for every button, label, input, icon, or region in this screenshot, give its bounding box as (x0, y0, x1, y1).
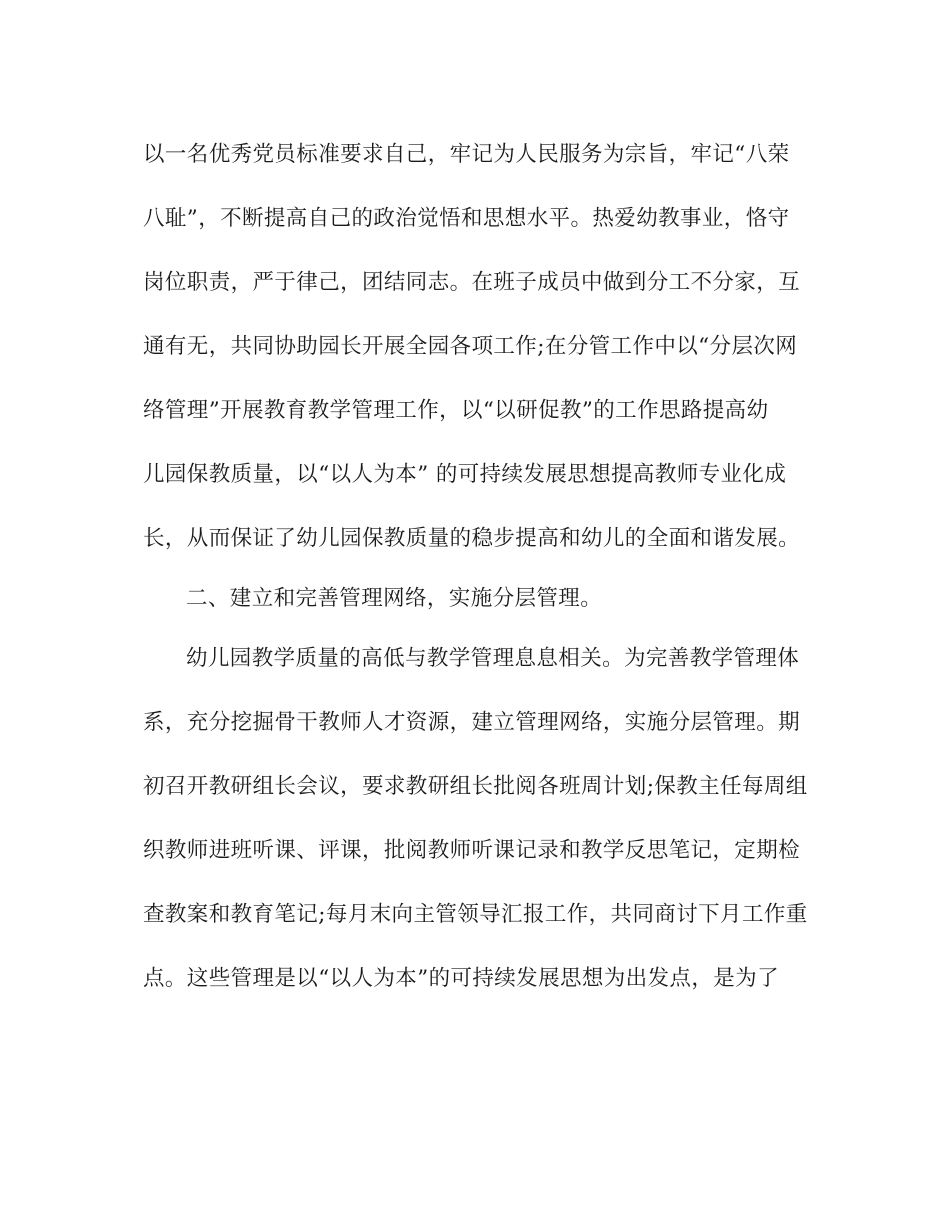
paragraph-line-3: 岗位职责，严于律己，团结同志。在班子成员中做到分工不分家，互 (143, 270, 801, 295)
paragraph-line-6: 儿园保教质量，以“以人为本” 的可持续发展思想提高教师专业化成 (143, 462, 787, 487)
paragraph-line-1: 以一名优秀党员标准要求自己，牢记为人民服务为宗旨，牢记“八荣 (143, 142, 790, 167)
paragraph-line-7: 长，从而保证了幼儿园保教质量的稳步提高和幼儿的全面和谐发展。 (143, 526, 801, 551)
paragraph-line-13: 点。这些管理是以“以人为本”的可持续发展思想为出发点，是为了 (143, 966, 779, 991)
paragraph-line-12: 查教案和教育笔记;每月末向主管领导汇报工作，共同商讨下月工作重 (143, 902, 808, 927)
paragraph-line-9: 系，充分挖掘骨干教师人才资源，建立管理网络，实施分层管理。期 (143, 710, 801, 735)
paragraph-line-8: 幼儿园教学质量的高低与教学管理息息相关。为完善教学管理体 (186, 646, 800, 671)
paragraph-line-4: 通有无，共同协助园长开展全园各项工作;在分管工作中以“分层次网 (143, 334, 798, 359)
paragraph-line-2: 八耻”，不断提高自己的政治觉悟和思想水平。热爱幼教事业，恪守 (143, 206, 790, 231)
paragraph-line-10: 初召开教研组长会议，要求教研组长批阅各班周计划;保教主任每周组 (143, 774, 808, 799)
section-heading: 二、建立和完善管理网络，实施分层管理。 (186, 586, 603, 611)
paragraph-line-5: 络管理”开展教育教学管理工作，以“以研促教”的工作思路提高幼 (143, 398, 769, 423)
paragraph-line-11: 织教师进班听课、评课，批阅教师听课记录和教学反思笔记，定期检 (143, 838, 801, 863)
